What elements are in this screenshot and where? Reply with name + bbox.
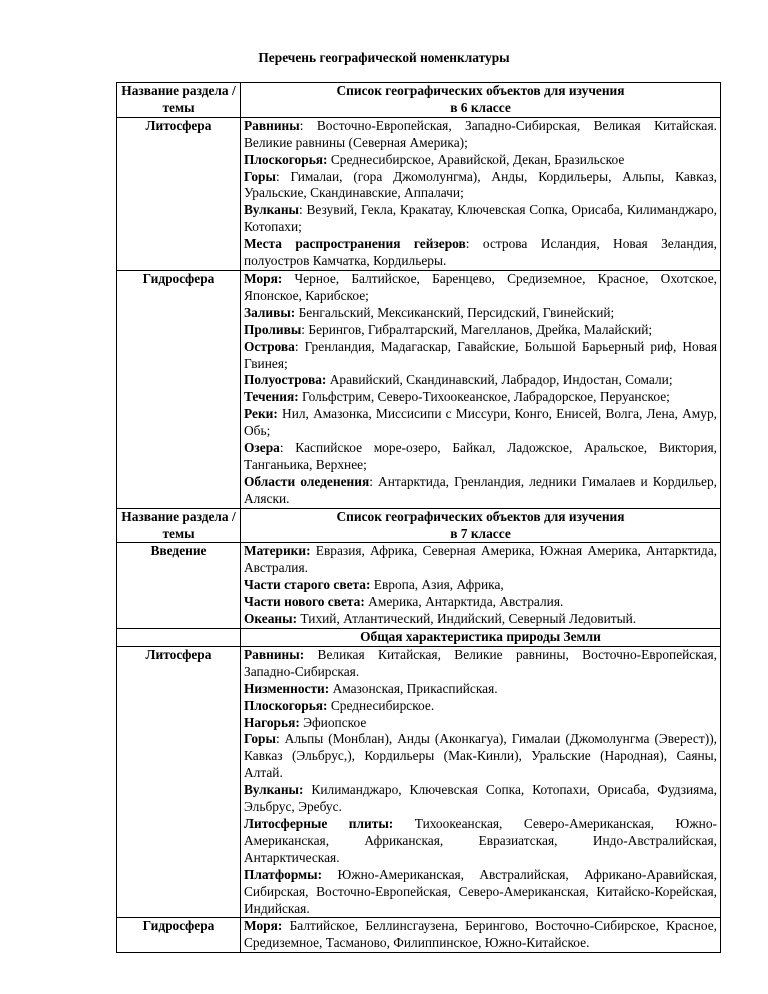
entry-text: Балтийское, Беллинсгаузена, Берингово, Восточно-Сибирское, Красное, Средиземное, Тасманово, Филиппинское, Южно-Китайское.	[244, 918, 717, 951]
section-name: Гидросфера	[117, 270, 241, 508]
nomenclature-entry	[244, 474, 717, 508]
grade6-col2-header	[241, 83, 721, 118]
nomenclature-entry	[244, 118, 717, 152]
nomenclature-entry	[244, 339, 717, 373]
entry-text: Амазонская, Прикаспийская.	[329, 680, 498, 696]
entry-separator: :	[299, 202, 303, 218]
entry-label: Острова	[244, 338, 295, 354]
entry-text: острова Исландия, Новая Зеландия, полуостров Камчатка, Кордильеры.	[244, 236, 717, 269]
entry-text: Гольфстрим, Северо-Тихоокеанское, Лабрадорское, Перуанское;	[298, 389, 670, 405]
section-content	[241, 543, 721, 629]
entry-label: Платформы:	[244, 866, 323, 882]
grade7-lithosphere-row	[117, 646, 721, 918]
entry-text: Гренландия, Мадагаскар, Гавайские, Большой Барьерный риф, Новая Гвинея;	[244, 338, 717, 371]
nomenclature-table	[116, 82, 721, 953]
entry-separator: :	[294, 338, 299, 354]
nomenclature-entry	[244, 372, 717, 389]
nomenclature-entry	[244, 867, 717, 918]
entry-label: Плоскогорья:	[244, 697, 328, 713]
entry-text: Восточно-Европейская, Западно-Сибирская, Великая Китайская. Великие равнины (Северная Америка);	[244, 117, 717, 150]
nomenclature-entry	[244, 169, 717, 203]
entry-text: Везувий, Гекла, Кракатау, Ключевская Сопка, Орисаба, Килиманджаро, Котопахи;	[244, 202, 717, 235]
nomenclature-entry	[244, 271, 717, 305]
entry-text: Великая Китайская, Великие равнины, Восточно-Европейская, Западно-Сибирская.	[244, 646, 717, 679]
entry-separator: :	[301, 321, 306, 337]
entry-label: Материки:	[244, 543, 311, 559]
grade6-header-line2: в 6 классе	[450, 99, 511, 115]
entry-label: Моря:	[244, 270, 283, 286]
entry-label: Области оледенения	[244, 473, 370, 489]
nomenclature-entry	[244, 782, 717, 816]
entry-text: Эфиопское	[299, 714, 367, 730]
section-name: Литосфера	[117, 646, 241, 918]
entry-label: Озера	[244, 440, 280, 456]
grade6-lithosphere-row	[117, 117, 721, 270]
section-content	[241, 117, 721, 270]
nomenclature-entry	[244, 543, 717, 577]
grade7-banner-row	[117, 629, 721, 647]
document-title: Перечень географической номенклатуры	[258, 50, 510, 65]
entry-label: Равнины:	[244, 646, 305, 662]
entry-separator: :	[279, 440, 284, 456]
entry-text: Альпы (Монблан), Анды (Аконкагуа), Гималаи (Джомолунгма (Эверест)), Кавказ (Эльбрус,), Кордильеры (Мак-Кинли), Уральские (Народная), Саяны, Алтай.	[244, 731, 717, 781]
entry-text: Бенгальский, Мексиканский, Персидский, Гвинейский;	[295, 304, 615, 320]
section-name: Гидросфера	[117, 918, 241, 953]
entry-text: Европа, Азия, Африка,	[370, 577, 504, 593]
nomenclature-entry	[244, 816, 717, 867]
nomenclature-entry	[244, 389, 717, 406]
nomenclature-entry	[244, 611, 717, 628]
grade7-col1-header: Название раздела /темы	[117, 508, 241, 543]
entry-label: Океаны:	[244, 611, 298, 627]
entry-text: Черное, Балтийское, Баренцево, Средиземное, Красное, Охотское, Японское, Карибское;	[244, 270, 717, 303]
nomenclature-entry	[244, 681, 717, 698]
grade6-header-row	[117, 83, 721, 118]
entry-label: Вулканы	[244, 202, 300, 218]
nomenclature-entry	[244, 918, 717, 952]
grade6-col1-header: Название раздела /темы	[117, 83, 241, 118]
section-content	[241, 270, 721, 508]
grade7-hydrosphere-row	[117, 918, 721, 953]
entry-label: Моря:	[244, 918, 283, 934]
banner-empty-cell	[117, 629, 241, 647]
entry-text: Нил, Амазонка, Миссисипи с Миссури, Конго, Енисей, Волга, Лена, Амур, Обь;	[244, 406, 717, 439]
nomenclature-entry	[244, 152, 717, 169]
entry-text: Берингов, Гибралтарский, Магелланов, Дрейка, Малайский;	[305, 321, 653, 337]
entry-text: Каспийское море-озеро, Байкал, Ладожское, Аральское, Виктория, Танганьика, Верхнее;	[244, 440, 717, 472]
entry-text: Тихоокеанская, Северо-Американская, Южно-Американская, Африканская, Евразиатская, Индо-Австралийская, Антарктическая.	[244, 815, 717, 865]
nature-overview-banner: Общая характеристика природы Земли	[241, 629, 721, 647]
entry-text: Гималаи, (гора Джомолунгма), Анды, Кордильеры, Альпы, Кавказ, Уральские, Скандинавские, Аппалачи;	[244, 168, 717, 201]
grade6-hydrosphere-row	[117, 270, 721, 508]
section-content	[241, 918, 721, 953]
nomenclature-entry	[244, 305, 717, 322]
nomenclature-entry	[244, 236, 717, 270]
grade7-header-line2: в 7 классе	[450, 525, 511, 541]
entry-text: Антарктида, Гренландия, ледники Гималаев и Кордильер, Аляски.	[244, 473, 718, 506]
entry-label: Горы	[244, 168, 276, 184]
entry-label: Низменности:	[244, 680, 330, 696]
entry-label: Части нового света:	[244, 594, 365, 610]
entry-label: Реки:	[244, 406, 278, 422]
nomenclature-entry	[244, 322, 717, 339]
nomenclature-entry	[244, 647, 717, 681]
entry-label: Полуострова:	[244, 372, 327, 388]
entry-label: Течения:	[244, 389, 299, 405]
entry-text: Тихий, Атлантический, Индийский, Северный Ледовитый.	[297, 611, 637, 627]
entry-label: Нагорья:	[244, 714, 300, 730]
nomenclature-entry	[244, 202, 717, 236]
entry-label: Литосферные плиты:	[244, 815, 394, 831]
entry-text: Аравийский, Скандинавский, Лабрадор, Индостан, Сомали;	[326, 372, 673, 388]
section-name: Введение	[117, 543, 241, 629]
entry-separator: :	[275, 168, 280, 184]
grade7-col2-header	[241, 508, 721, 543]
entry-text: Килиманджаро, Ключевская Сопка, Котопахи, Орисаба, Фудзияма, Эльбрус, Эребус.	[244, 782, 717, 815]
entry-separator: :	[275, 731, 280, 747]
grade7-header-line1: Список географических объектов для изучения	[336, 508, 625, 524]
entry-text: Евразия, Африка, Северная Америка, Южная Америка, Антарктида, Австралия.	[244, 543, 717, 576]
entry-separator: :	[299, 117, 304, 133]
entry-label: Горы	[244, 731, 276, 747]
entry-separator: :	[369, 473, 373, 489]
nomenclature-entry	[244, 440, 717, 474]
entry-label: Проливы	[244, 321, 302, 337]
nomenclature-entry	[244, 577, 717, 594]
grade7-header-row	[117, 508, 721, 543]
entry-label: Заливы:	[244, 304, 296, 320]
nomenclature-entry	[244, 731, 717, 782]
section-content	[241, 646, 721, 918]
nomenclature-entry	[244, 594, 717, 611]
grade7-intro-row	[117, 543, 721, 629]
entry-label: Равнины	[244, 117, 300, 133]
nomenclature-entry	[244, 406, 717, 440]
entry-label: Места распространения гейзеров	[244, 236, 466, 252]
entry-label: Части старого света:	[244, 577, 371, 593]
grade6-header-line1: Список географических объектов для изучения	[336, 83, 625, 98]
entry-text: Среднесибирское.	[327, 697, 435, 713]
entry-text: Америка, Антарктида, Австралия.	[364, 594, 564, 610]
nomenclature-entry	[244, 715, 717, 732]
entry-label: Вулканы:	[244, 782, 304, 798]
entry-label: Плоскогорья:	[244, 151, 328, 167]
nomenclature-entry	[244, 698, 717, 715]
entry-text: Среднесибирское, Аравийской, Декан, Бразильское	[327, 151, 625, 167]
entry-text: Южно-Американская, Австралийская, Африкано-Аравийская, Сибирская, Восточно-Европейская, Северо-Американская, Китайско-Корейская, Индийская.	[244, 866, 717, 916]
entry-separator: :	[465, 236, 470, 252]
section-name: Литосфера	[117, 117, 241, 270]
